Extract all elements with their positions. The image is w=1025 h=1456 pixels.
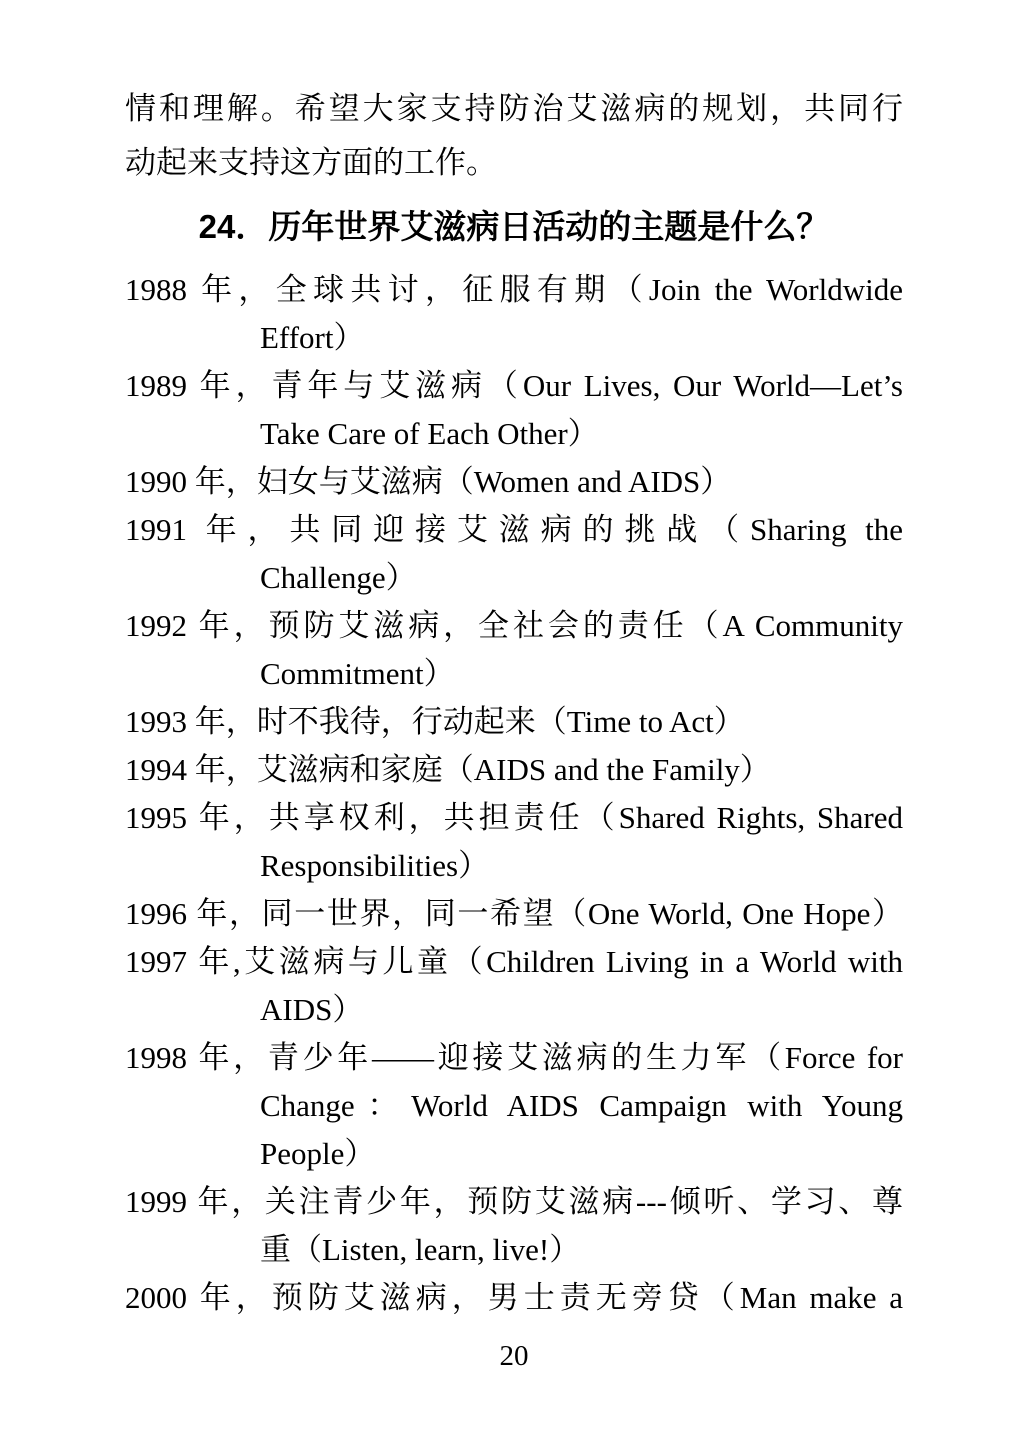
theme-1998-cont-line: Change：World AIDS Campaign with Young [260, 1088, 903, 1123]
intro-text-line: 动起来支持这方面的工作。 [125, 145, 497, 180]
theme-1996-line: 1996 年，同一世界，同一希望（One World, One Hope） [125, 896, 903, 931]
theme-1997-line: 1997 年,艾滋病与儿童（Children Living in a World with [125, 944, 903, 979]
theme-1991-cont-line: Challenge） [260, 560, 417, 595]
page-number: 20 [499, 1340, 529, 1372]
theme-2000-line: 2000 年，预防艾滋病，男士责无旁贷（Man make a [125, 1280, 903, 1315]
theme-1999-cont-line: 重（Listen, learn, live!） [260, 1232, 581, 1267]
theme-1998-line: 1998 年，青少年——迎接艾滋病的生力军（Force for [125, 1040, 903, 1075]
theme-list [125, 266, 903, 1322]
theme-1993-line: 1993 年，时不我待，行动起来（Time to Act） [125, 704, 745, 739]
theme-1994-line: 1994 年，艾滋病和家庭（AIDS and the Family） [125, 752, 771, 787]
theme-1997-cont-line: AIDS） [260, 992, 364, 1027]
theme-1990-line: 1990 年，妇女与艾滋病（Women and AIDS） [125, 464, 732, 499]
theme-1992-cont-line: Commitment） [260, 656, 455, 691]
intro-text-line: 情和理解。希望大家支持防治艾滋病的规划，共同行 [125, 91, 903, 126]
theme-1988-line: 1988 年，全球共讨，征服有期（Join the Worldwide [125, 272, 903, 307]
theme-1989-line: 1989 年，青年与艾滋病（Our Lives, Our World—Let’s [125, 368, 903, 403]
theme-1988-cont-line: Effort） [260, 320, 365, 355]
intro-paragraph [125, 82, 903, 190]
theme-1992-line: 1992 年，预防艾滋病，全社会的责任（A Community [125, 608, 903, 643]
theme-1998-cont-line: People） [260, 1136, 376, 1171]
theme-1995-line: 1995 年，共享权利，共担责任（Shared Rights, Shared [125, 800, 903, 835]
theme-1995-cont-line: Responsibilities） [260, 848, 490, 883]
theme-1999-line: 1999 年，关注青少年，预防艾滋病---倾听、学习、尊 [125, 1184, 903, 1219]
theme-1989-cont-line: Take Care of Each Other） [260, 416, 599, 451]
theme-1991-line: 1991 年，共同迎接艾滋病的挑战（Sharing the [125, 512, 903, 547]
question-24-heading: 24．历年世界艾滋病日活动的主题是什么？ [198, 208, 830, 245]
